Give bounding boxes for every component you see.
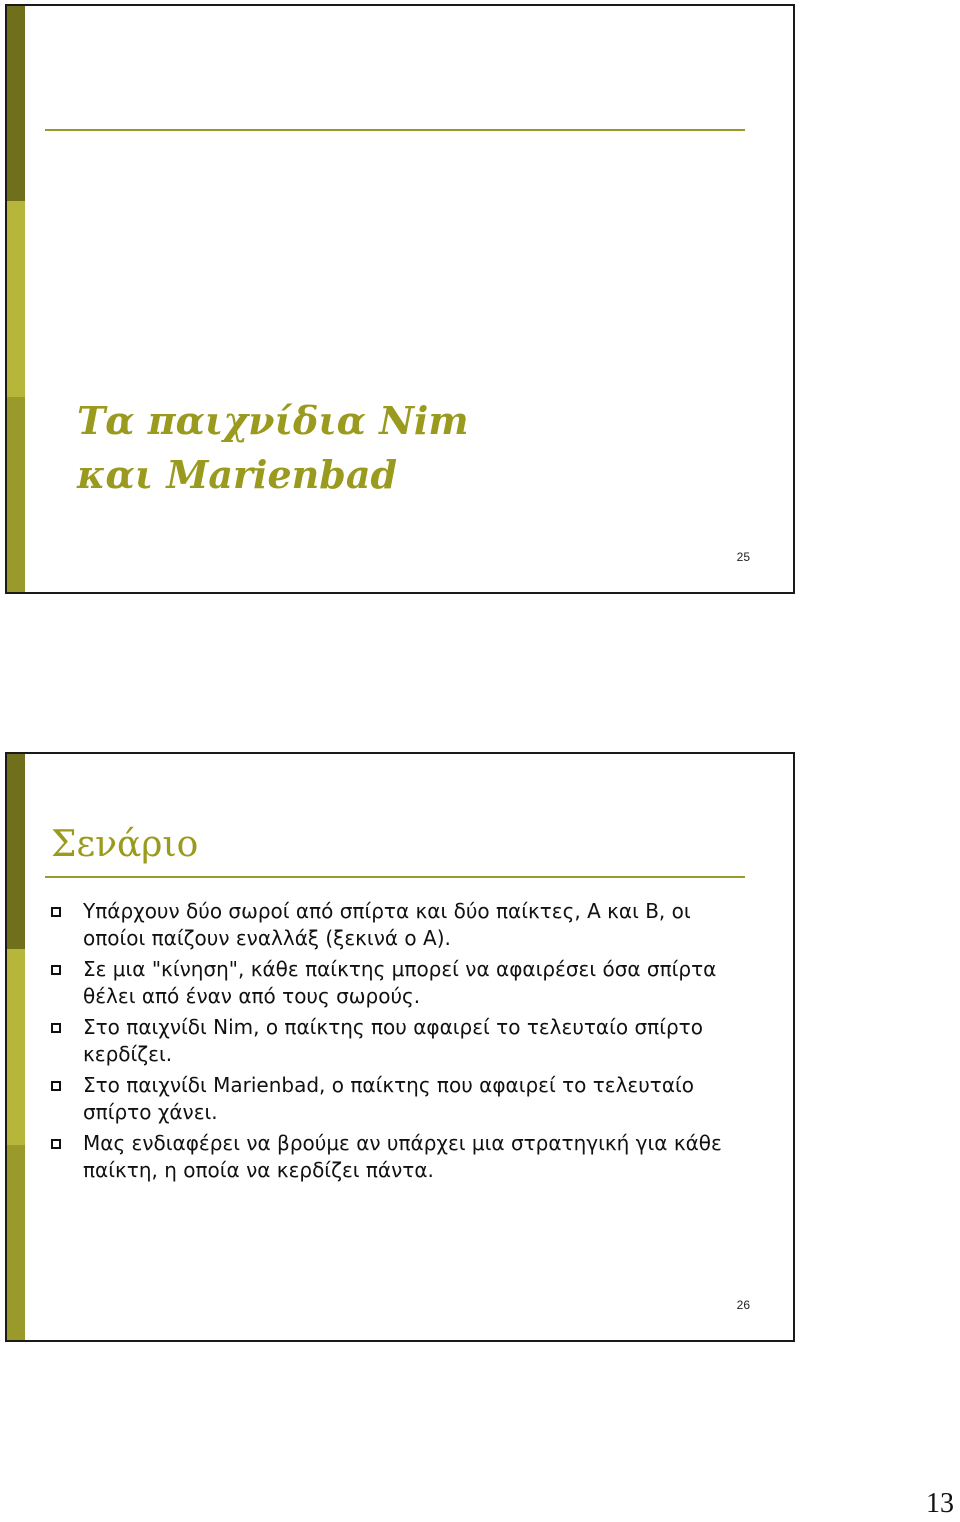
bullet-text: Στο παιχνίδι Nim, ο παίκτης που αφαιρεί το τελευταίο σπίρτο κερδίζει. (83, 1015, 703, 1066)
slide-title (77, 394, 469, 502)
title-line-1-text: Τα παιχνίδια Nim (77, 398, 469, 443)
slide-number: 26 (736, 1298, 750, 1312)
square-bullet-icon (51, 965, 61, 975)
bullet-item (51, 1130, 751, 1184)
slide-side-stripe (7, 754, 25, 1340)
page-number: 13 (926, 1488, 954, 1519)
square-bullet-icon (51, 1081, 61, 1091)
stripe-segment-light (7, 201, 25, 398)
slide-title: Σενάριο (51, 824, 199, 865)
slide-side-stripe (7, 6, 25, 592)
bullet-text: Μας ενδιαφέρει να βρούμε αν υπάρχει μια στρατηγική για κάθε παίκτη, η οποία να κερδίζει πάντα. (83, 1131, 722, 1182)
slide-26 (5, 752, 795, 1342)
title-line-1 (77, 394, 469, 448)
stripe-segment-mid (7, 397, 25, 592)
title-line-2 (77, 448, 469, 502)
bullet-item (51, 1072, 751, 1126)
bullet-text: Σε μια "κίνηση", κάθε παίκτης μπορεί να αφαιρέσει όσα σπίρτα θέλει από έναν από τους σωρούς. (83, 957, 717, 1008)
title-rule (45, 876, 745, 878)
stripe-segment-light (7, 949, 25, 1146)
bullet-text: Υπάρχουν δύο σωροί από σπίρτα και δύο παίκτες, Α και Β, οι οποίοι παίζουν εναλλάξ (ξεκινά ο Α). (83, 899, 691, 950)
bullet-item (51, 898, 751, 952)
square-bullet-icon (51, 1139, 61, 1149)
title-line-2-text: και Marienbad (77, 452, 398, 497)
bullet-list (51, 898, 751, 1188)
stripe-segment-dark (7, 754, 25, 949)
stripe-segment-mid (7, 1145, 25, 1340)
bullet-item (51, 956, 751, 1010)
slide-25 (5, 4, 795, 594)
square-bullet-icon (51, 1023, 61, 1033)
stripe-segment-dark (7, 6, 25, 201)
bullet-item (51, 1014, 751, 1068)
square-bullet-icon (51, 907, 61, 917)
bullet-text: Στο παιχνίδι Marienbad, ο παίκτης που αφαιρεί το τελευταίο σπίρτο χάνει. (83, 1073, 695, 1124)
slide-number: 25 (736, 550, 750, 564)
title-rule (45, 129, 745, 131)
